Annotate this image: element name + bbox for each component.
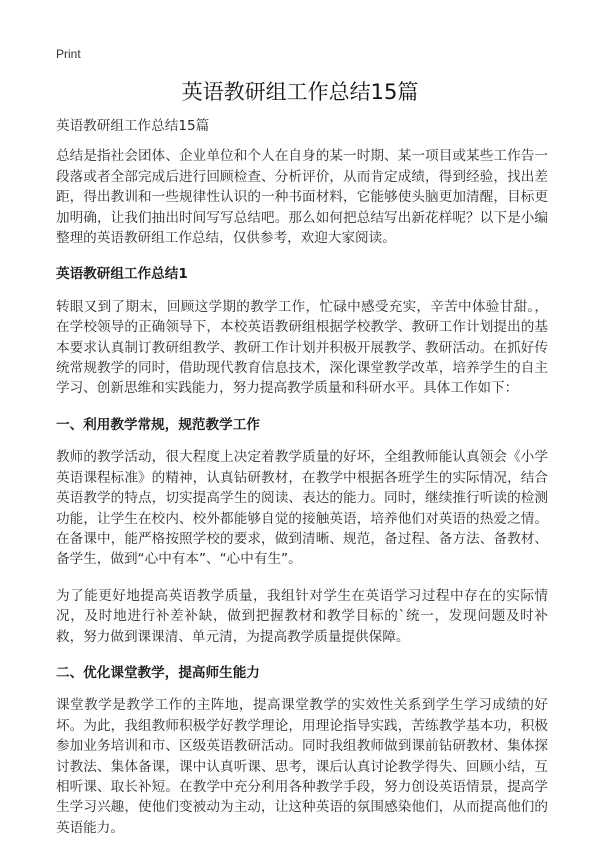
print-link[interactable]: Print xyxy=(56,47,81,61)
article-body xyxy=(56,116,548,854)
heading-classroom-teaching: 二、优化课堂教学，提高师生能力 xyxy=(56,664,260,681)
intro-paragraph: 总结是指社会团体、企业单位和个人在自身的某一时期、某一项目或某些工作告一段落或者全部完成后进行回顾检查、分析评价，从而肯定成绩，得到经验，找出差距，得出教训和一些规律性认识的一种书面材料，它能够使头脑更加清醒，目标更加明确，让我们抽出时间写写总结吧。那么如何把总结写出新花样呢？以下是小编整理的英语教研组工作总结，仅供参考，欢迎大家阅读。 xyxy=(56,148,548,247)
paragraph-teaching-routine-1: 教师的教学活动，很大程度上决定着教学质量的好坏，全组教师能认真领会《小学英语课程标准》的精神，认真钻研教材，在教学中根据各班学生的实际情况，结合英语教学的特点，切实提高学生的阅读、表达的能力。同时，继续推行听读的检测功能，让学生在校内、校外都能够自觉的接触英语，培养他们对英语的热爱之情。在备课中，能严格按照学校的要求，做到清晰、规范，备过程、备方法、备教材、备学生，做到“心中有本”、“心中有生”。 xyxy=(56,449,548,568)
page-title: 英语教研组工作总结15篇 xyxy=(181,80,419,104)
section1-paragraph: 转眼又到了期末，回顾这学期的教学工作，忙碌中感受充实，辛苦中体验甘甜。，在学校领导的正确领导下，本校英语教研组根据学校教学、教研工作计划提出的基本要求认真制订教研组教学、教研工作计划并积极开展教学、教研活动。在抓好传统常规教学的同时，借助现代教育信息技术，深化课堂教学改革，培养学生的自主学习、创新思维和实践能力，努力提高教学质量和科研水平。具体工作如下： xyxy=(56,298,548,397)
heading-teaching-routine: 一、利用教学常规，规范教学工作 xyxy=(56,416,260,433)
paragraph-classroom-teaching: 课堂教学是教学工作的主阵地，提高课堂教学的实效性关系到学生学习成绩的好坏。为此，我组教师积极学好教学理论，用理论指导实践，苦练教学基本功，积极参加业务培训和市、区级英语教研活动。同时我组教师做到课前钻研教材、集体探讨教法、集体备课，课中认真听课、思考，课后认真讨论教学得失、回顾小结，互相听课、取长补短。在教学中充分利用各种教学手段，努力创设英语情景，提高学生学习兴趣，使他们变被动为主动，让这种英语的氛围感染他们，从而提高他们的英语能力。 xyxy=(56,697,548,836)
section1-title: 英语教研组工作总结1 xyxy=(56,266,188,283)
article-subtitle: 英语教研组工作总结15篇 xyxy=(56,118,210,134)
paragraph-teaching-routine-2: 为了能更好地提高英语教学质量，我组针对学生在英语学习过程中存在的实际情况，及时地进行补差补缺，做到把握教材和教学目标的`统一，发现问题及时补救，努力做到课课清、单元清，为提高教学质量提供保障。 xyxy=(56,587,548,645)
